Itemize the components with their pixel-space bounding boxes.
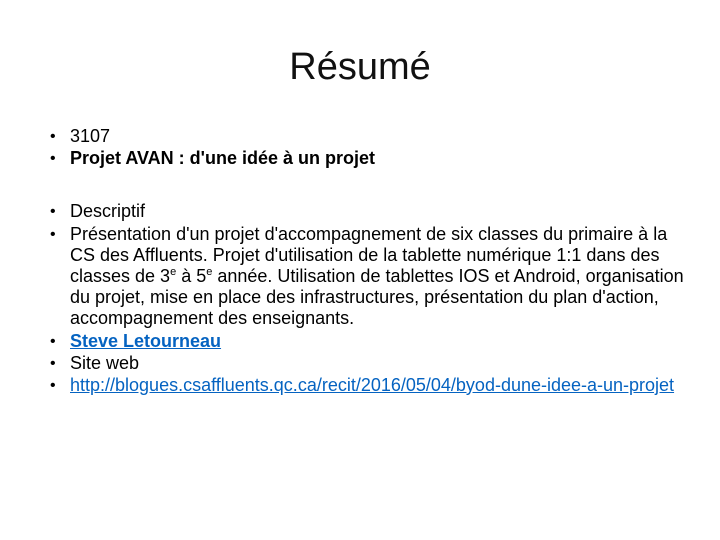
code-text: 3107: [70, 126, 111, 146]
presentation-text-part2: à 5: [176, 266, 207, 286]
bullet-item-site-url: [50, 375, 690, 396]
superscript-e-2: e: [206, 266, 213, 278]
site-web-label: Site web: [70, 353, 140, 373]
descriptif-label: Descriptif: [70, 201, 146, 221]
bullet-list-summary: [50, 126, 690, 170]
presentation-text-part1: Présentation d'un projet d'accompagnement de six classes du primaire à la CS des Affluents. Projet d'utilisation de la tablette numérique 1:1 dans des classes de 3: [70, 224, 668, 286]
site-url-link[interactable]: http://blogues.csaffluents.qc.ca/recit/2016/05/04/byod-dune-idee-a-un-projet: [70, 375, 675, 395]
bullet-item-presentation: [50, 224, 690, 329]
bullet-item-descriptif: [50, 201, 690, 222]
slide-title: Résumé: [289, 46, 431, 88]
superscript-e-1: e: [170, 266, 177, 278]
bullet-list-details: [50, 201, 690, 397]
author-link[interactable]: Steve Letourneau: [70, 331, 222, 351]
bullet-item-author: [50, 331, 690, 352]
bullet-item-project-title: [50, 148, 690, 169]
bullet-item-site-label: [50, 353, 690, 374]
presentation-text-part3: année. Utilisation de tablettes IOS et Android, organisation du projet, mise en place des infrastructures, présentation du plan d'action, accompagnement des enseignants.: [70, 266, 684, 328]
project-title-text: Projet AVAN : d'une idée à un projet: [70, 148, 375, 168]
bullet-item-code: [50, 126, 690, 147]
